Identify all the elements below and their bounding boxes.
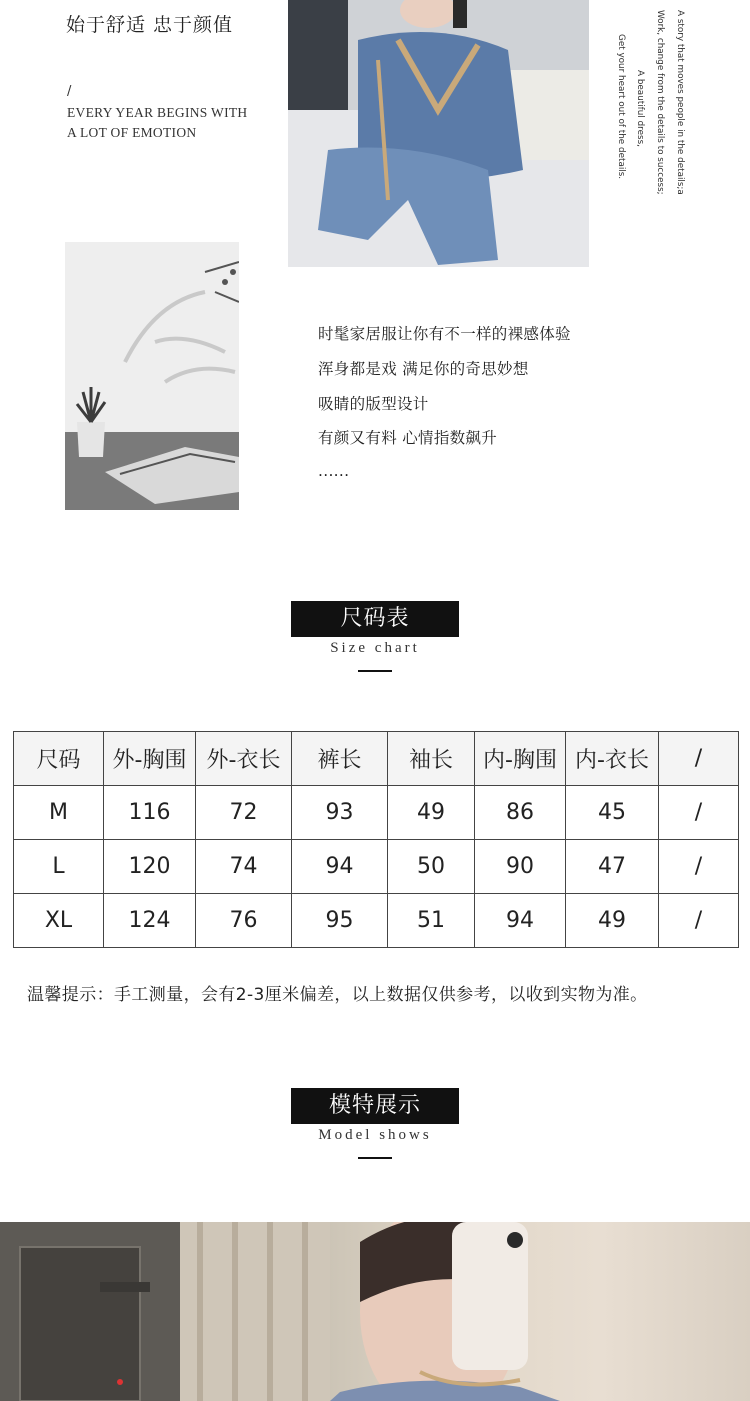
still-life-photo	[65, 242, 239, 510]
vertical-text-2: Work, change from the details to success;	[654, 10, 665, 195]
table-cell: 51	[388, 894, 475, 948]
description-line-3: 吸睛的版型设计	[318, 395, 429, 413]
description-line-1: 时髦家居服让你有不一样的裸感体验	[318, 325, 571, 343]
header-inner-length: 内-衣长	[566, 732, 659, 786]
table-cell: L	[14, 840, 104, 894]
model-illustration-top	[288, 0, 589, 267]
table-cell: 116	[104, 786, 196, 840]
vertical-text-1: A story that moves people in the details;a	[674, 10, 685, 195]
model-shows-subtitle: Model shows	[318, 1127, 432, 1143]
table-cell: /	[659, 840, 739, 894]
header-size: 尺码	[14, 732, 104, 786]
header-sleeve-length: 袖长	[388, 732, 475, 786]
intro-heading: 始于舒适 忠于颜值	[66, 14, 234, 36]
description-line-2: 浑身都是戏 满足你的奇思妙想	[318, 360, 529, 378]
size-table	[13, 731, 739, 948]
table-cell: XL	[14, 894, 104, 948]
table-cell: 49	[388, 786, 475, 840]
size-chart-subtitle: Size chart	[330, 640, 420, 656]
product-photo-top	[288, 0, 589, 267]
table-cell: 120	[104, 840, 196, 894]
table-cell: /	[659, 894, 739, 948]
table-cell: 72	[196, 786, 292, 840]
intro-slash: /	[67, 84, 72, 99]
table-cell: 94	[292, 840, 388, 894]
header-outer-chest: 外-胸围	[104, 732, 196, 786]
description-ellipsis: ......	[318, 462, 350, 480]
header-outer-length: 外-衣长	[196, 732, 292, 786]
header-pants-length: 裤长	[292, 732, 388, 786]
table-cell: 95	[292, 894, 388, 948]
size-table-header-row	[14, 732, 739, 786]
size-chart-divider	[358, 670, 392, 672]
table-cell: M	[14, 786, 104, 840]
table-cell: /	[659, 786, 739, 840]
still-life-illustration	[65, 242, 239, 510]
intro-english-line-2: A LOT OF EMOTION	[67, 125, 197, 140]
table-cell: 50	[388, 840, 475, 894]
table-row	[14, 894, 739, 948]
table-cell: 93	[292, 786, 388, 840]
measurement-note: 温馨提示：手工测量，会有2-3厘米偏差，以上数据仅供参考，以收到实物为准。	[27, 985, 648, 1005]
header-inner-chest: 内-胸围	[475, 732, 566, 786]
table-row	[14, 840, 739, 894]
table-cell: 94	[475, 894, 566, 948]
header-slash: /	[659, 732, 739, 786]
table-cell: 90	[475, 840, 566, 894]
size-chart-title: 尺码表	[291, 601, 459, 637]
vertical-text-3: A beautiful dress,	[634, 70, 645, 147]
model-shows-divider	[358, 1157, 392, 1159]
model-shows-title: 模特展示	[291, 1088, 459, 1124]
intro-english-line-1: EVERY YEAR BEGINS WITH	[67, 105, 248, 120]
table-row	[14, 786, 739, 840]
model-illustration-bottom	[0, 1222, 750, 1401]
table-cell: 76	[196, 894, 292, 948]
description-line-4: 有颜又有料 心情指数飙升	[318, 429, 498, 447]
table-cell: 49	[566, 894, 659, 948]
table-cell: 124	[104, 894, 196, 948]
model-photo-bottom	[0, 1222, 750, 1401]
vertical-text-4: Get your heart out of the details.	[615, 34, 626, 180]
table-cell: 74	[196, 840, 292, 894]
table-cell: 86	[475, 786, 566, 840]
table-cell: 45	[566, 786, 659, 840]
table-cell: 47	[566, 840, 659, 894]
